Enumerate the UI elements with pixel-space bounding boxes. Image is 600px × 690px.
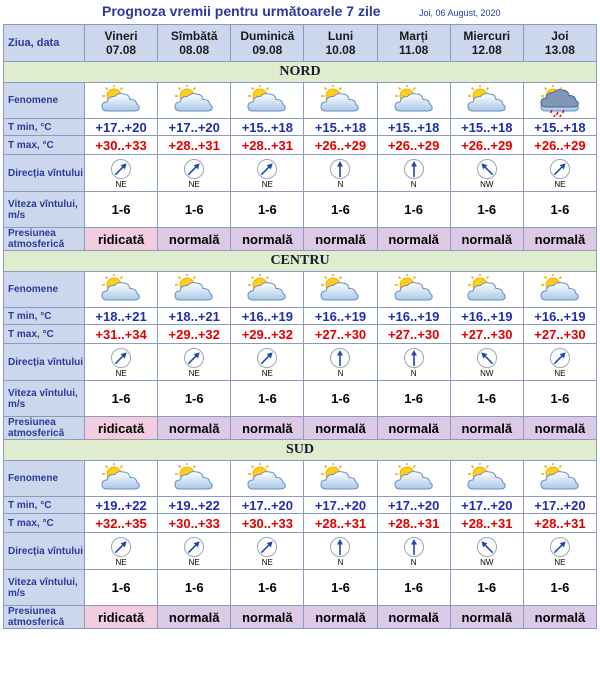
tmax-value: +27..+30 bbox=[377, 325, 450, 344]
wind-speed-row bbox=[4, 570, 597, 606]
tmax-value: +29..+32 bbox=[158, 325, 231, 344]
tmin-value: +17..+20 bbox=[85, 119, 158, 136]
wind-direction-box bbox=[158, 536, 230, 567]
tmin-row bbox=[4, 308, 597, 325]
row-label-tmax: T max, °C bbox=[4, 325, 85, 344]
wind-direction-box bbox=[524, 347, 596, 378]
partly-cloudy-icon bbox=[465, 274, 509, 306]
wind-direction-label: NW bbox=[480, 368, 494, 378]
row-label-tmin: T min, °C bbox=[4, 119, 85, 136]
wind-direction-cell bbox=[523, 155, 596, 192]
wind-speed-row bbox=[4, 192, 597, 228]
tmax-value: +27..+30 bbox=[304, 325, 377, 344]
weather-row bbox=[4, 272, 597, 308]
section-title: SUD bbox=[4, 440, 597, 461]
wind-direction-label: N bbox=[410, 557, 417, 567]
day-header bbox=[450, 25, 523, 62]
day-date: 11.08 bbox=[398, 43, 429, 57]
weather-cell bbox=[523, 272, 596, 308]
wind-direction-cell bbox=[450, 155, 523, 192]
wind-direction-icon bbox=[256, 536, 278, 558]
partly-cloudy-icon bbox=[245, 274, 289, 306]
header-row bbox=[4, 25, 597, 62]
weather-cell bbox=[231, 272, 304, 308]
partly-cloudy-icon bbox=[392, 463, 436, 495]
pressure-value: normală bbox=[158, 228, 231, 251]
pressure-value: normală bbox=[304, 417, 377, 440]
wind-direction-cell bbox=[450, 344, 523, 381]
wind-speed-value: 1-6 bbox=[85, 192, 158, 228]
wind-direction-cell bbox=[304, 344, 377, 381]
weather-row bbox=[4, 83, 597, 119]
tmin-value: +17..+20 bbox=[158, 119, 231, 136]
tmin-value: +19..+22 bbox=[85, 497, 158, 514]
wind-direction-icon bbox=[403, 347, 425, 369]
wind-direction-icon bbox=[476, 347, 498, 369]
wind-speed-row bbox=[4, 381, 597, 417]
tmin-row bbox=[4, 497, 597, 514]
pressure-value: normală bbox=[377, 606, 450, 629]
tmin-value: +15..+18 bbox=[377, 119, 450, 136]
weather-cell bbox=[450, 272, 523, 308]
wind-direction-box bbox=[158, 347, 230, 378]
tmax-value: +30..+33 bbox=[158, 514, 231, 533]
wind-direction-icon bbox=[549, 158, 571, 180]
partly-cloudy-icon bbox=[465, 463, 509, 495]
wind-direction-icon bbox=[183, 536, 205, 558]
wind-speed-value: 1-6 bbox=[158, 570, 231, 606]
wind-direction-label: NE bbox=[261, 179, 273, 189]
wind-speed-value: 1-6 bbox=[231, 381, 304, 417]
wind-direction-box bbox=[451, 158, 523, 189]
pressure-value: normală bbox=[158, 417, 231, 440]
tmax-value: +28..+31 bbox=[450, 514, 523, 533]
weather-cell bbox=[85, 272, 158, 308]
partly-cloudy-icon bbox=[172, 274, 216, 306]
tmax-value: +26..+29 bbox=[377, 136, 450, 155]
tmin-value: +17..+20 bbox=[304, 497, 377, 514]
wind-direction-icon bbox=[403, 536, 425, 558]
wind-direction-box bbox=[231, 536, 303, 567]
tmax-value: +28..+31 bbox=[158, 136, 231, 155]
tmin-value: +15..+18 bbox=[231, 119, 304, 136]
day-header bbox=[377, 25, 450, 62]
tmax-value: +28..+31 bbox=[377, 514, 450, 533]
weather-cell bbox=[377, 83, 450, 119]
wind-speed-value: 1-6 bbox=[85, 570, 158, 606]
weather-cell bbox=[377, 461, 450, 497]
wind-speed-value: 1-6 bbox=[158, 192, 231, 228]
wind-direction-label: NE bbox=[261, 557, 273, 567]
wind-direction-box bbox=[85, 536, 157, 567]
wind-direction-icon bbox=[110, 536, 132, 558]
wind-direction-label: N bbox=[410, 368, 417, 378]
partly-cloudy-icon bbox=[245, 85, 289, 117]
row-label-fenomene: Fenomene bbox=[4, 461, 85, 497]
page-header bbox=[0, 0, 600, 24]
wind-direction-box bbox=[451, 347, 523, 378]
weather-cell bbox=[304, 461, 377, 497]
row-label-pressure: Presiunea atmosferică bbox=[4, 228, 85, 251]
row-label-tmax: T max, °C bbox=[4, 514, 85, 533]
tmin-row bbox=[4, 119, 597, 136]
day-name: Vineri bbox=[104, 29, 138, 43]
row-label-tmin: T min, °C bbox=[4, 497, 85, 514]
wind-direction-icon bbox=[476, 158, 498, 180]
wind-direction-icon bbox=[256, 158, 278, 180]
day-date: 07.08 bbox=[106, 43, 137, 57]
partly-cloudy-icon bbox=[172, 463, 216, 495]
wind-speed-value: 1-6 bbox=[450, 381, 523, 417]
section-row bbox=[4, 440, 597, 461]
page-title: Prognoza vremii pentru următoarele 7 zile bbox=[102, 3, 381, 19]
weather-cell bbox=[304, 272, 377, 308]
tmax-value: +28..+31 bbox=[523, 514, 596, 533]
wind-direction-box bbox=[524, 158, 596, 189]
weather-cell bbox=[523, 83, 596, 119]
row-label-wind-direction: Direcția vîntului bbox=[4, 533, 85, 570]
tmin-value: +19..+22 bbox=[158, 497, 231, 514]
tmin-value: +15..+18 bbox=[304, 119, 377, 136]
wind-direction-icon bbox=[403, 158, 425, 180]
day-name: Joi bbox=[551, 29, 569, 43]
row-label-pressure: Presiunea atmosferică bbox=[4, 417, 85, 440]
row-label-wind-speed: Viteza vîntului, m/s bbox=[4, 192, 85, 228]
pressure-row bbox=[4, 228, 597, 251]
tmax-value: +27..+30 bbox=[450, 325, 523, 344]
wind-direction-cell bbox=[304, 533, 377, 570]
tmin-value: +18..+21 bbox=[158, 308, 231, 325]
wind-direction-box bbox=[231, 158, 303, 189]
day-name: Duminică bbox=[240, 29, 295, 43]
partly-cloudy-icon bbox=[99, 463, 143, 495]
wind-direction-cell bbox=[231, 155, 304, 192]
wind-direction-label: NE bbox=[115, 179, 127, 189]
wind-direction-cell bbox=[377, 533, 450, 570]
wind-direction-box bbox=[304, 347, 376, 378]
wind-direction-cell bbox=[523, 344, 596, 381]
partly-cloudy-icon bbox=[318, 274, 362, 306]
wind-direction-icon bbox=[183, 347, 205, 369]
wind-direction-box bbox=[378, 536, 450, 567]
tmax-value: +26..+29 bbox=[304, 136, 377, 155]
weather-cell bbox=[158, 272, 231, 308]
wind-speed-value: 1-6 bbox=[304, 381, 377, 417]
wind-direction-icon bbox=[256, 347, 278, 369]
wind-direction-cell bbox=[377, 155, 450, 192]
wind-direction-icon bbox=[476, 536, 498, 558]
partly-cloudy-icon bbox=[318, 463, 362, 495]
wind-speed-value: 1-6 bbox=[304, 192, 377, 228]
partly-cloudy-icon bbox=[465, 85, 509, 117]
section-row bbox=[4, 251, 597, 272]
tmax-value: +31..+34 bbox=[85, 325, 158, 344]
tmin-value: +17..+20 bbox=[231, 497, 304, 514]
tmin-value: +16..+19 bbox=[231, 308, 304, 325]
forecast-date: Joi, 06 August, 2020 bbox=[419, 8, 501, 18]
tmin-value: +15..+18 bbox=[523, 119, 596, 136]
wind-direction-box bbox=[304, 536, 376, 567]
weather-cell bbox=[450, 461, 523, 497]
tmax-row bbox=[4, 136, 597, 155]
row-label-wind-direction: Direcția vîntului bbox=[4, 344, 85, 381]
partly-cloudy-icon bbox=[538, 463, 582, 495]
row-label-tmax: T max, °C bbox=[4, 136, 85, 155]
wind-direction-box bbox=[304, 158, 376, 189]
pressure-value: normală bbox=[304, 228, 377, 251]
wind-direction-label: NE bbox=[554, 368, 566, 378]
cloud-rain-sun-icon bbox=[538, 85, 582, 117]
weather-cell bbox=[231, 461, 304, 497]
pressure-value: normală bbox=[158, 606, 231, 629]
tmin-value: +15..+18 bbox=[450, 119, 523, 136]
day-header bbox=[304, 25, 377, 62]
pressure-value: normală bbox=[304, 606, 377, 629]
day-name: Luni bbox=[327, 29, 354, 43]
pressure-value: normală bbox=[231, 606, 304, 629]
wind-direction-label: N bbox=[337, 368, 344, 378]
tmax-value: +30..+33 bbox=[231, 514, 304, 533]
pressure-value: normală bbox=[377, 417, 450, 440]
wind-speed-value: 1-6 bbox=[377, 570, 450, 606]
pressure-value: ridicată bbox=[85, 606, 158, 629]
wind-direction-label: N bbox=[337, 179, 344, 189]
weather-cell bbox=[85, 83, 158, 119]
row-label-pressure: Presiunea atmosferică bbox=[4, 606, 85, 629]
wind-direction-icon bbox=[329, 158, 351, 180]
tmin-value: +16..+19 bbox=[304, 308, 377, 325]
day-date: 10.08 bbox=[325, 43, 356, 57]
row-label-fenomene: Fenomene bbox=[4, 83, 85, 119]
wind-direction-icon bbox=[549, 536, 571, 558]
tmin-value: +17..+20 bbox=[450, 497, 523, 514]
wind-speed-value: 1-6 bbox=[377, 192, 450, 228]
weather-cell bbox=[231, 83, 304, 119]
section-title: CENTRU bbox=[4, 251, 597, 272]
row-label-fenomene: Fenomene bbox=[4, 272, 85, 308]
wind-speed-value: 1-6 bbox=[85, 381, 158, 417]
wind-direction-icon bbox=[110, 347, 132, 369]
day-name: Sîmbătă bbox=[170, 29, 218, 43]
weather-cell bbox=[523, 461, 596, 497]
pressure-value: normală bbox=[231, 228, 304, 251]
wind-direction-box bbox=[85, 158, 157, 189]
wind-direction-label: NE bbox=[115, 557, 127, 567]
wind-direction-label: NE bbox=[554, 557, 566, 567]
wind-speed-value: 1-6 bbox=[523, 192, 596, 228]
wind-direction-box bbox=[378, 158, 450, 189]
wind-direction-box bbox=[451, 536, 523, 567]
wind-direction-icon bbox=[329, 536, 351, 558]
day-header bbox=[523, 25, 596, 62]
wind-direction-cell bbox=[158, 155, 231, 192]
wind-direction-icon bbox=[329, 347, 351, 369]
tmin-value: +16..+19 bbox=[377, 308, 450, 325]
wind-direction-box bbox=[85, 347, 157, 378]
wind-direction-icon bbox=[110, 158, 132, 180]
row-label-wind-direction: Direcția vîntului bbox=[4, 155, 85, 192]
tmax-value: +29..+32 bbox=[231, 325, 304, 344]
day-name: Miercuri bbox=[463, 29, 511, 43]
wind-direction-row bbox=[4, 155, 597, 192]
wind-direction-cell bbox=[523, 533, 596, 570]
wind-speed-value: 1-6 bbox=[450, 570, 523, 606]
wind-direction-row bbox=[4, 533, 597, 570]
wind-direction-label: NE bbox=[554, 179, 566, 189]
tmax-row bbox=[4, 325, 597, 344]
wind-speed-value: 1-6 bbox=[158, 381, 231, 417]
pressure-value: normală bbox=[231, 417, 304, 440]
wind-speed-value: 1-6 bbox=[523, 570, 596, 606]
partly-cloudy-icon bbox=[172, 85, 216, 117]
wind-direction-label: NW bbox=[480, 557, 494, 567]
pressure-value: normală bbox=[450, 606, 523, 629]
tmax-row bbox=[4, 514, 597, 533]
wind-direction-cell bbox=[377, 344, 450, 381]
tmax-value: +30..+33 bbox=[85, 136, 158, 155]
day-header bbox=[85, 25, 158, 62]
wind-direction-label: NE bbox=[115, 368, 127, 378]
wind-direction-cell bbox=[450, 533, 523, 570]
tmin-value: +16..+19 bbox=[523, 308, 596, 325]
tmax-value: +26..+29 bbox=[523, 136, 596, 155]
tmin-value: +17..+20 bbox=[523, 497, 596, 514]
tmin-value: +18..+21 bbox=[85, 308, 158, 325]
wind-direction-cell bbox=[85, 533, 158, 570]
pressure-value: normală bbox=[523, 417, 596, 440]
header-corner-label: Ziua, data bbox=[4, 25, 85, 62]
day-date: 08.08 bbox=[179, 43, 210, 57]
tmin-value: +17..+20 bbox=[377, 497, 450, 514]
weather-cell bbox=[85, 461, 158, 497]
wind-direction-label: NE bbox=[188, 557, 200, 567]
day-header bbox=[158, 25, 231, 62]
day-header bbox=[231, 25, 304, 62]
tmax-value: +26..+29 bbox=[450, 136, 523, 155]
wind-direction-cell bbox=[304, 155, 377, 192]
wind-speed-value: 1-6 bbox=[231, 192, 304, 228]
partly-cloudy-icon bbox=[318, 85, 362, 117]
wind-direction-cell bbox=[158, 533, 231, 570]
wind-direction-box bbox=[231, 347, 303, 378]
wind-direction-box bbox=[378, 347, 450, 378]
weather-cell bbox=[304, 83, 377, 119]
weather-row bbox=[4, 461, 597, 497]
pressure-value: normală bbox=[523, 228, 596, 251]
wind-direction-icon bbox=[183, 158, 205, 180]
tmax-value: +28..+31 bbox=[304, 514, 377, 533]
row-label-wind-speed: Viteza vîntului, m/s bbox=[4, 570, 85, 606]
partly-cloudy-icon bbox=[392, 85, 436, 117]
partly-cloudy-icon bbox=[245, 463, 289, 495]
pressure-value: normală bbox=[450, 228, 523, 251]
pressure-value: normală bbox=[450, 417, 523, 440]
wind-speed-value: 1-6 bbox=[304, 570, 377, 606]
day-date: 12.08 bbox=[471, 43, 502, 57]
pressure-row bbox=[4, 417, 597, 440]
pressure-value: normală bbox=[377, 228, 450, 251]
wind-direction-label: N bbox=[337, 557, 344, 567]
wind-direction-icon bbox=[549, 347, 571, 369]
pressure-row bbox=[4, 606, 597, 629]
partly-cloudy-icon bbox=[99, 274, 143, 306]
wind-direction-box bbox=[524, 536, 596, 567]
forecast-table bbox=[3, 24, 597, 629]
pressure-value: ridicată bbox=[85, 228, 158, 251]
partly-cloudy-icon bbox=[392, 274, 436, 306]
weather-cell bbox=[158, 83, 231, 119]
weather-cell bbox=[377, 272, 450, 308]
tmax-value: +27..+30 bbox=[523, 325, 596, 344]
wind-direction-cell bbox=[231, 533, 304, 570]
section-title: NORD bbox=[4, 62, 597, 83]
wind-direction-label: NE bbox=[188, 368, 200, 378]
weather-cell bbox=[158, 461, 231, 497]
wind-direction-cell bbox=[85, 155, 158, 192]
wind-speed-value: 1-6 bbox=[231, 570, 304, 606]
wind-direction-label: N bbox=[410, 179, 417, 189]
wind-speed-value: 1-6 bbox=[377, 381, 450, 417]
tmax-value: +28..+31 bbox=[231, 136, 304, 155]
wind-direction-cell bbox=[158, 344, 231, 381]
tmin-value: +16..+19 bbox=[450, 308, 523, 325]
wind-direction-row bbox=[4, 344, 597, 381]
day-date: 13.08 bbox=[544, 43, 575, 57]
section-row bbox=[4, 62, 597, 83]
tmax-value: +32..+35 bbox=[85, 514, 158, 533]
row-label-tmin: T min, °C bbox=[4, 308, 85, 325]
partly-cloudy-icon bbox=[99, 85, 143, 117]
day-name: Marți bbox=[399, 29, 428, 43]
wind-speed-value: 1-6 bbox=[523, 381, 596, 417]
wind-direction-cell bbox=[85, 344, 158, 381]
day-date: 09.08 bbox=[252, 43, 283, 57]
wind-direction-label: NE bbox=[261, 368, 273, 378]
wind-direction-cell bbox=[231, 344, 304, 381]
wind-direction-label: NE bbox=[188, 179, 200, 189]
wind-direction-box bbox=[158, 158, 230, 189]
row-label-wind-speed: Viteza vîntului, m/s bbox=[4, 381, 85, 417]
weather-cell bbox=[450, 83, 523, 119]
wind-direction-label: NW bbox=[480, 179, 494, 189]
wind-speed-value: 1-6 bbox=[450, 192, 523, 228]
pressure-value: normală bbox=[523, 606, 596, 629]
partly-cloudy-icon bbox=[538, 274, 582, 306]
pressure-value: ridicată bbox=[85, 417, 158, 440]
